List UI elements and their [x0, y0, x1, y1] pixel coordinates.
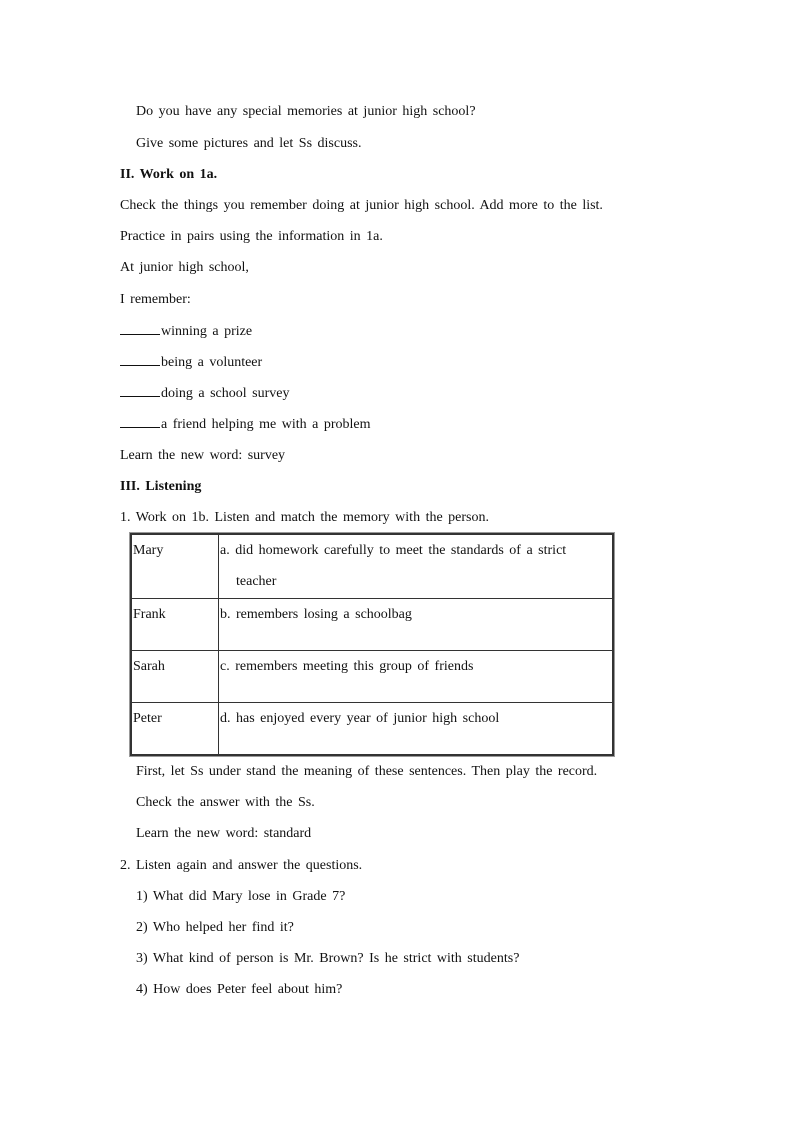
answer-blank	[120, 353, 160, 366]
checklist-item	[120, 353, 262, 372]
section-heading: III. Listening	[120, 479, 202, 494]
intro-line: Do you have any special memories at junior high school?	[136, 104, 476, 119]
answer-blank	[120, 415, 160, 428]
table-row	[131, 703, 613, 756]
checklist-item	[120, 384, 289, 403]
checklist-item	[120, 415, 371, 434]
paragraph: First, let Ss under stand the meaning of these sentences. Then play the record.	[136, 764, 598, 779]
person-name: Mary	[131, 534, 219, 599]
matching-table	[130, 533, 614, 756]
paragraph: Practice in pairs using the information in 1a.	[120, 229, 383, 244]
paragraph: I remember:	[120, 292, 191, 307]
answer-blank	[120, 384, 160, 397]
task-instruction: 1. Work on 1b. Listen and match the memory with the person.	[120, 510, 489, 525]
memory-description: b. remembers losing a schoolbag	[219, 599, 614, 651]
intro-line: Give some pictures and let Ss discuss.	[136, 136, 362, 151]
question: 4) How does Peter feel about him?	[136, 982, 343, 997]
checklist-text: winning a prize	[161, 324, 253, 339]
person-name: Peter	[131, 703, 219, 756]
memory-text: a. did homework carefully to meet the standards of a strict	[220, 543, 567, 558]
paragraph: At junior high school,	[120, 260, 249, 275]
checklist-text: doing a school survey	[161, 386, 290, 401]
memory-description: c. remembers meeting this group of friends	[219, 651, 614, 703]
section-heading: II. Work on 1a.	[120, 167, 218, 182]
paragraph: Check the answer with the Ss.	[136, 795, 315, 810]
task-instruction: 2. Listen again and answer the questions.	[120, 858, 363, 873]
table-row	[131, 599, 613, 651]
question: 2) Who helped her find it?	[136, 920, 294, 935]
person-name: Sarah	[131, 651, 219, 703]
new-word: Learn the new word: standard	[136, 826, 312, 841]
person-name: Frank	[131, 599, 219, 651]
new-word: Learn the new word: survey	[120, 448, 286, 463]
question: 3) What kind of person is Mr. Brown? Is he strict with students?	[136, 951, 520, 966]
checklist-text: a friend helping me with a problem	[161, 417, 371, 432]
paragraph: Check the things you remember doing at junior high school. Add more to the list.	[120, 198, 603, 213]
memory-text-continued: teacher	[236, 574, 277, 589]
memory-description	[219, 534, 614, 599]
answer-blank	[120, 322, 160, 335]
checklist-text: being a volunteer	[161, 355, 263, 370]
memory-description: d. has enjoyed every year of junior high school	[219, 703, 614, 756]
checklist-item	[120, 322, 252, 341]
table-row	[131, 651, 613, 703]
table-row	[131, 534, 613, 599]
question: 1) What did Mary lose in Grade 7?	[136, 889, 346, 904]
